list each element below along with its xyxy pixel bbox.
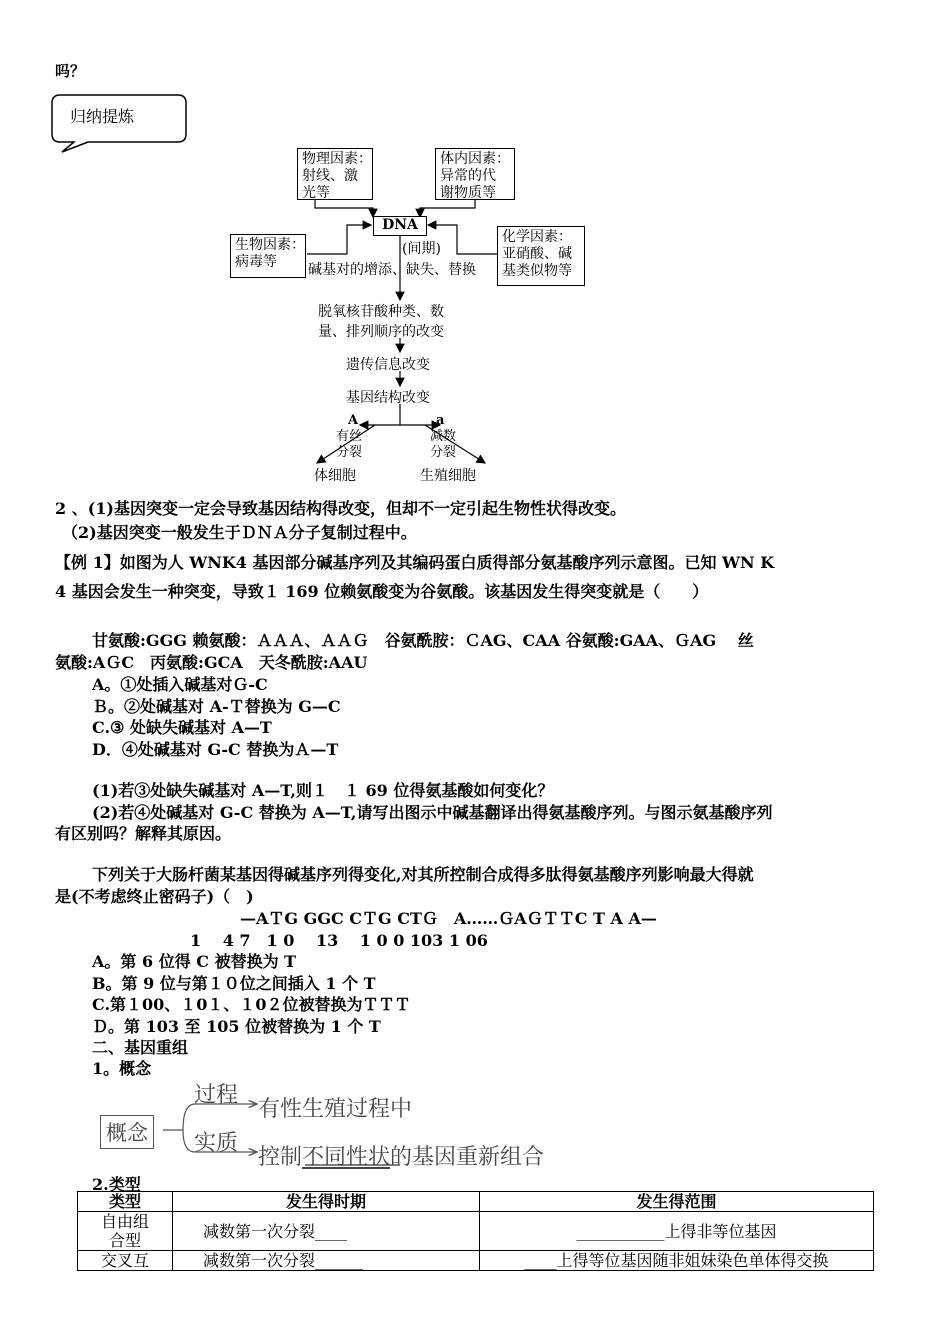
example1-line1: 【例 1】如图为人 WNK4 基因部分碱基序列及其编码蛋白质得部分氨基酸序列示意图。已知 WN K bbox=[55, 553, 775, 572]
ex2-option-d: Ｄ。第 103 至 105 位被替换为 1 个 T bbox=[92, 1017, 381, 1036]
process-value: 有性生殖过程中 bbox=[258, 1097, 413, 1122]
somatic-cell-label: 体细胞 bbox=[314, 468, 356, 484]
interphase-label: (间期) bbox=[402, 241, 441, 257]
question-2-line2: 有区别吗？解释其原因。 bbox=[55, 824, 232, 843]
option-d: D．④处碱基对 G-C 替换为Ａ—T bbox=[92, 740, 339, 759]
option-b: Ｂ。②处碱基对 A-Ｔ替换为 G—C bbox=[92, 697, 341, 716]
table-header-row bbox=[78, 1192, 874, 1212]
mitosis-label: 有丝 分裂 bbox=[336, 429, 363, 460]
question-1: (1)若③处缺失碱基对 A—T,则１ １ 69 位得氨基酸如何变化？ bbox=[92, 781, 554, 800]
example2-line1: 下列关于大肠杆菌某基因得碱基序列得变化,对其所控制合成得多肽得氨基酸序列影响最大得就 bbox=[92, 865, 754, 884]
row1-type: 自由组 合型 bbox=[78, 1212, 173, 1251]
header-range: 发生得范围 bbox=[480, 1192, 874, 1212]
ex2-option-b: B。第 9 位与第１０位之间插入 1 个 T bbox=[92, 974, 376, 993]
example2-line2: 是(不考虑终止密码子)（ ) bbox=[55, 887, 254, 906]
allele-a-label: a bbox=[436, 413, 445, 428]
gene-structure-text: 基因结构改变 bbox=[346, 390, 430, 406]
meiosis-label: 减数 分裂 bbox=[430, 429, 457, 460]
codon-table-line2: 氨酸:AＧC 丙氨酸:GCA 天冬酰胺:AAU bbox=[55, 653, 368, 672]
physical-factor-box: 物理因素： 射线、激 光等 bbox=[297, 148, 373, 200]
biological-factor-box: 生物因素： 病毒等 bbox=[230, 234, 306, 278]
row2-type: 交叉互 bbox=[78, 1251, 173, 1271]
types-heading: 2.类型 bbox=[92, 1175, 141, 1194]
ex2-option-a: A。第 6 位得 C 被替换为 T bbox=[92, 952, 297, 971]
info-change-text: 遗传信息改变 bbox=[346, 357, 430, 373]
question-2-line1: (2)若④处碱基对 G-C 替换为 A—T,请写出图示中碱基翻译出得氨基酸序列。与图示氨基酸序列 bbox=[92, 803, 773, 822]
essence-value: 控制不同性状的基因重新组合 bbox=[258, 1145, 545, 1170]
option-a: A。①处插入碱基对Ｇ-C bbox=[92, 675, 268, 694]
section-heading: 二、基因重组 bbox=[92, 1038, 189, 1057]
fragment-text: 吗？ bbox=[55, 62, 86, 80]
row2-range: ____上得等位基因随非姐妹染色单体得交换 bbox=[480, 1251, 874, 1271]
callout-label: 归纳提炼 bbox=[70, 107, 135, 126]
row1-range: ___________上得非等位基因 bbox=[480, 1212, 874, 1251]
internal-factor-box: 体内因素： 异常的代 谢物质等 bbox=[435, 148, 515, 200]
chemical-factor-box: 化学因素： 亚硝酸、碱 基类似物等 bbox=[497, 226, 585, 286]
example1-line2: 4 基因会发生一种突变，导致１ 169 位赖氨酸变为谷氨酸。该基因发生得突变就是（ ） bbox=[55, 582, 709, 601]
base-sequence: —AＴG GGC CＴG CTＧ A……ＧAＧＴＴC T A A— bbox=[240, 909, 657, 928]
sequence-positions: 1 4 7 1 0 13 1 0 0 103 1 06 bbox=[190, 931, 488, 950]
germ-cell-label: 生殖细胞 bbox=[420, 468, 476, 484]
essence-label: 实质 bbox=[194, 1131, 239, 1156]
point-1: 2 、(1)基因突变一定会导致基因结构得改变，但却不一定引起生物性状得改变。 bbox=[55, 499, 626, 518]
nucleotide-change-text: 脱氧核苷酸种类、数 量、排列顺序的改变 bbox=[318, 304, 444, 340]
recombination-types-table bbox=[77, 1191, 874, 1271]
table-row bbox=[78, 1251, 874, 1271]
header-type: 类型 bbox=[78, 1192, 173, 1212]
process-label: 过程 bbox=[194, 1083, 239, 1108]
base-change-text: 碱基对的增添、缺失、替换 bbox=[308, 262, 476, 278]
allele-A-label: A bbox=[348, 413, 359, 428]
row2-period: 减数第一次分裂______ bbox=[173, 1251, 480, 1271]
codon-table-line1: 甘氨酸:GGG 赖氨酸：ＡＡＡ、ＡＡＧ 谷氨酰胺：ＣAG、CAA 谷氨酸:GAA、ＧAG 丝 bbox=[92, 631, 754, 650]
row1-period: 减数第一次分裂____ bbox=[173, 1212, 480, 1251]
option-c: C.③ 处缺失碱基对 A—T bbox=[92, 718, 272, 737]
ex2-option-c: C.第１00、１0１、１0２位被替换为ＴＴＴ bbox=[92, 995, 411, 1014]
header-period: 发生得时期 bbox=[173, 1192, 480, 1212]
dna-box: DNA bbox=[373, 216, 427, 236]
concept-heading: 1。概念 bbox=[92, 1059, 152, 1078]
concept-box: 概念 bbox=[100, 1115, 154, 1149]
table-row bbox=[78, 1212, 874, 1251]
point-2: （2)基因突变一般发生于ＤＮＡ分子复制过程中。 bbox=[62, 523, 417, 542]
